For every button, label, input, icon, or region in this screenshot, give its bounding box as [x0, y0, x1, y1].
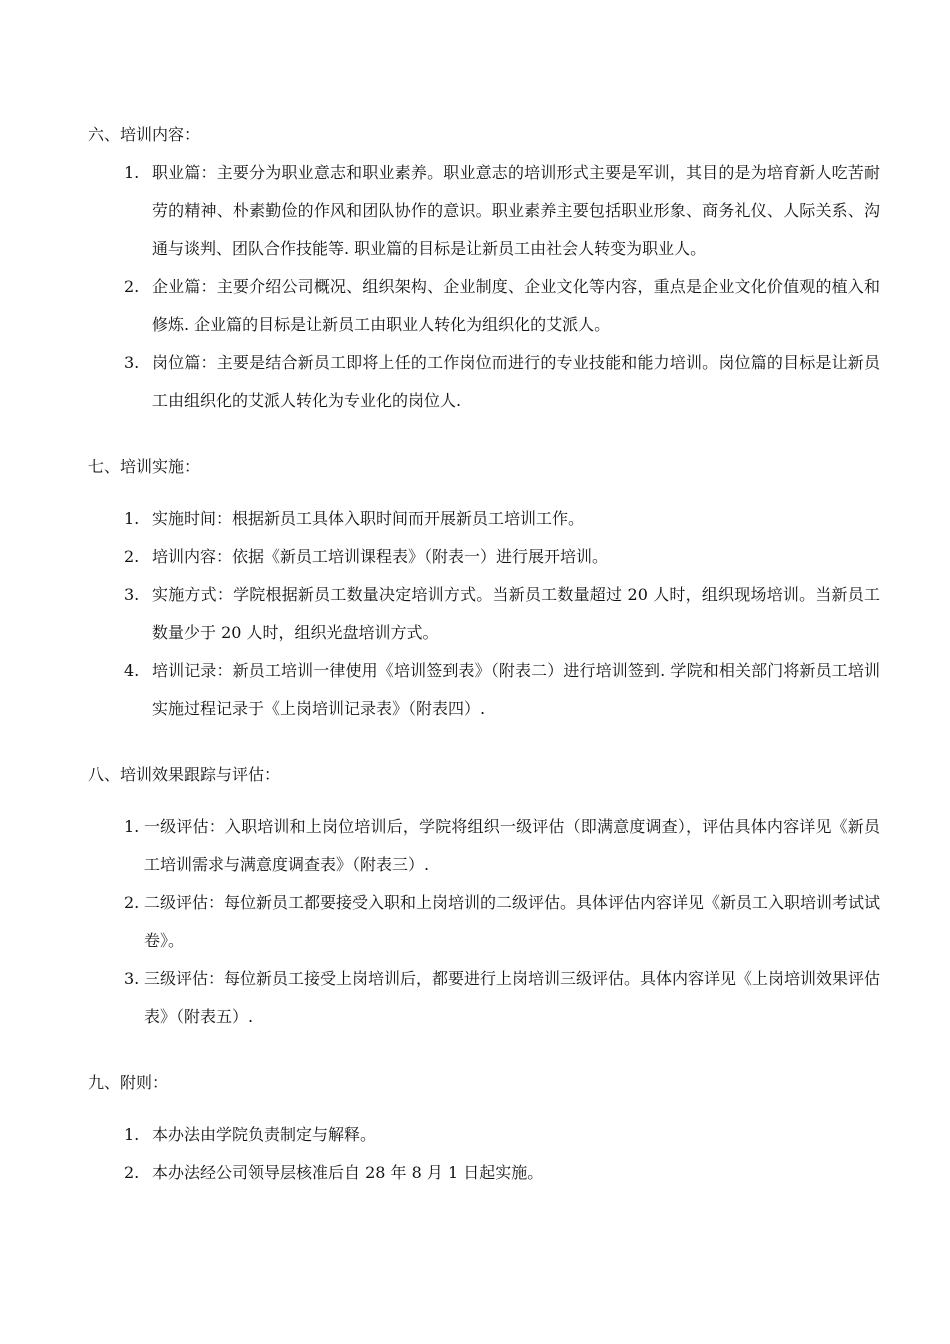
list-item: [124, 268, 880, 344]
item-number: 2.: [124, 893, 140, 912]
spacer: [88, 420, 880, 448]
spacer: [88, 728, 880, 756]
section-heading-training-content: 六、培训内容：: [88, 125, 201, 144]
item-number: 4.: [124, 661, 140, 680]
list-item: [124, 344, 880, 420]
item-text: 实施方式：学院根据新员工数量决定培训方式。当新员工数量超过 20 人时，组织现场培训。当新员工数量少于 20 人时，组织光盘培训方式。: [152, 585, 880, 642]
list-item: [124, 500, 880, 538]
item-number: 1.: [124, 817, 140, 836]
item-number: 3.: [124, 969, 140, 988]
list-item: [124, 154, 880, 268]
training-content-list: [88, 154, 880, 420]
item-number: 1.: [124, 163, 140, 182]
list-item: [124, 1116, 880, 1154]
item-text: 岗位篇：主要是结合新员工即将上任的工作岗位而进行的专业技能和能力培训。岗位篇的目标是让新员工由组织化的艾派人转化为专业化的岗位人.: [152, 353, 880, 410]
spacer: [88, 1102, 880, 1116]
item-text: 三级评估：每位新员工接受上岗培训后，都要进行上岗培训三级评估。具体内容详见《上岗培训效果评估表》（附表五）.: [144, 969, 881, 1026]
item-number: 1.: [124, 1125, 140, 1144]
list-item: [124, 960, 880, 1036]
item-text: 企业篇：主要介绍公司概况、组织架构、企业制度、企业文化等内容，重点是企业文化价值观的植入和修炼. 企业篇的目标是让新员工由职业人转化为组织化的艾派人。: [152, 277, 880, 334]
document-page: [88, 116, 880, 1192]
item-number: 3.: [124, 353, 140, 372]
item-text: 实施时间：根据新员工具体入职时间而开展新员工培训工作。: [152, 509, 585, 528]
list-item: [124, 808, 880, 884]
section-heading-appendix: 九、附则：: [88, 1073, 169, 1092]
item-text: 二级评估：每位新员工都要接受入职和上岗培训的二级评估。具体评估内容详见《新员工入职培训考试试卷》。: [144, 893, 881, 950]
spacer: [88, 1036, 880, 1064]
list-item: [124, 538, 880, 576]
item-number: 3.: [124, 585, 140, 604]
list-item: [124, 1154, 880, 1192]
item-text: 一级评估：入职培训和上岗位培训后，学院将组织一级评估（即满意度调查），评估具体内容详见《新员工培训需求与满意度调查表》（附表三）.: [144, 817, 880, 874]
list-item: [124, 884, 880, 960]
item-text: 培训内容：依据《新员工培训课程表》（附表一）进行展开培训。: [152, 547, 609, 566]
training-implementation-list: [88, 500, 880, 728]
item-text: 本办法经公司领导层核准后自 28 年 8 月 1 日起实施。: [152, 1163, 544, 1182]
evaluation-list: [88, 808, 880, 1036]
list-item: [124, 652, 880, 728]
section-heading-training-implementation: 七、培训实施：: [88, 457, 201, 476]
item-number: 2.: [124, 547, 140, 566]
spacer: [88, 486, 880, 500]
list-item: [124, 576, 880, 652]
section-heading-evaluation: 八、培训效果跟踪与评估：: [88, 765, 281, 784]
item-number: 2.: [124, 277, 140, 296]
item-text: 培训记录：新员工培训一律使用《培训签到表》（附表二）进行培训签到. 学院和相关部门将新员工培训实施过程记录于《上岗培训记录表》（附表四）.: [152, 661, 880, 718]
item-number: 1.: [124, 509, 140, 528]
item-text: 本办法由学院负责制定与解释。: [152, 1125, 377, 1144]
spacer: [88, 794, 880, 808]
appendix-list: [88, 1116, 880, 1192]
item-number: 2.: [124, 1163, 140, 1182]
item-text: 职业篇：主要分为职业意志和职业素养。职业意志的培训形式主要是军训，其目的是为培育新人吃苦耐劳的精神、朴素勤俭的作风和团队协作的意识。职业素养主要包括职业形象、商务礼仪、人际关系、沟通与谈判、团队合作技能等. 职业篇的目标是让新员工由社会人转变为职业人。: [152, 163, 880, 258]
